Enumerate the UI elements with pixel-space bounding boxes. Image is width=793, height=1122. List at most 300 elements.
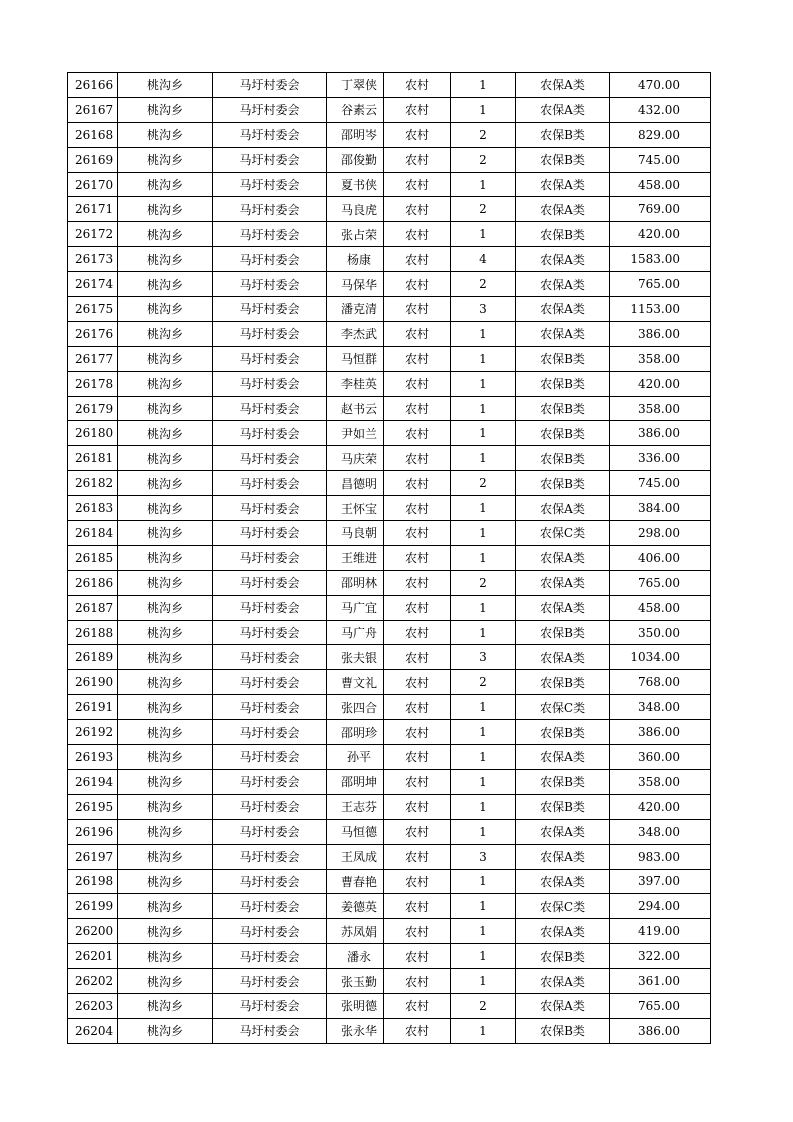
township-cell: 桃沟乡 (118, 1018, 213, 1043)
id-cell: 26196 (68, 819, 118, 844)
count-cell: 1 (451, 695, 516, 720)
area-cell: 农村 (384, 197, 451, 222)
area-cell: 农村 (384, 645, 451, 670)
name-cell: 马良朝 (327, 521, 384, 546)
name-cell: 马庆荣 (327, 446, 384, 471)
name-cell: 邵明珍 (327, 720, 384, 745)
category-cell: 农保A类 (516, 496, 610, 521)
township-cell: 桃沟乡 (118, 346, 213, 371)
amount-cell: 1153.00 (610, 297, 711, 322)
count-cell: 1 (451, 97, 516, 122)
name-cell: 谷素云 (327, 97, 384, 122)
count-cell: 2 (451, 197, 516, 222)
village-cell: 马圩村委会 (213, 919, 327, 944)
table-row (68, 1018, 711, 1043)
table-row (68, 819, 711, 844)
category-cell: 农保B类 (516, 620, 610, 645)
category-cell: 农保A类 (516, 595, 610, 620)
category-cell: 农保A类 (516, 247, 610, 272)
table-row (68, 122, 711, 147)
table-row (68, 197, 711, 222)
township-cell: 桃沟乡 (118, 222, 213, 247)
amount-cell: 765.00 (610, 570, 711, 595)
table-row (68, 670, 711, 695)
township-cell: 桃沟乡 (118, 819, 213, 844)
category-cell: 农保A类 (516, 645, 610, 670)
name-cell: 张占荣 (327, 222, 384, 247)
category-cell: 农保A类 (516, 819, 610, 844)
village-cell: 马圩村委会 (213, 73, 327, 98)
table-row (68, 172, 711, 197)
area-cell: 农村 (384, 844, 451, 869)
township-cell: 桃沟乡 (118, 720, 213, 745)
township-cell: 桃沟乡 (118, 73, 213, 98)
amount-cell: 322.00 (610, 944, 711, 969)
table-row (68, 844, 711, 869)
township-cell: 桃沟乡 (118, 97, 213, 122)
amount-cell: 406.00 (610, 545, 711, 570)
area-cell: 农村 (384, 745, 451, 770)
township-cell: 桃沟乡 (118, 122, 213, 147)
village-cell: 马圩村委会 (213, 247, 327, 272)
name-cell: 昌德明 (327, 471, 384, 496)
table-row (68, 222, 711, 247)
count-cell: 1 (451, 794, 516, 819)
category-cell: 农保B类 (516, 670, 610, 695)
village-cell: 马圩村委会 (213, 272, 327, 297)
village-cell: 马圩村委会 (213, 794, 327, 819)
area-cell: 农村 (384, 521, 451, 546)
village-cell: 马圩村委会 (213, 894, 327, 919)
category-cell: 农保B类 (516, 371, 610, 396)
area-cell: 农村 (384, 944, 451, 969)
name-cell: 赵书云 (327, 396, 384, 421)
village-cell: 马圩村委会 (213, 521, 327, 546)
count-cell: 2 (451, 122, 516, 147)
table-row (68, 993, 711, 1018)
table-row (68, 969, 711, 994)
amount-cell: 1034.00 (610, 645, 711, 670)
count-cell: 1 (451, 73, 516, 98)
area-cell: 农村 (384, 595, 451, 620)
name-cell: 曹春艳 (327, 869, 384, 894)
amount-cell: 358.00 (610, 769, 711, 794)
count-cell: 1 (451, 944, 516, 969)
amount-cell: 1583.00 (610, 247, 711, 272)
township-cell: 桃沟乡 (118, 620, 213, 645)
category-cell: 农保B类 (516, 446, 610, 471)
township-cell: 桃沟乡 (118, 272, 213, 297)
amount-cell: 397.00 (610, 869, 711, 894)
table-row (68, 521, 711, 546)
count-cell: 2 (451, 272, 516, 297)
table-row (68, 496, 711, 521)
id-cell: 26185 (68, 545, 118, 570)
amount-cell: 294.00 (610, 894, 711, 919)
village-cell: 马圩村委会 (213, 421, 327, 446)
category-cell: 农保A类 (516, 869, 610, 894)
village-cell: 马圩村委会 (213, 496, 327, 521)
count-cell: 1 (451, 620, 516, 645)
table-row (68, 272, 711, 297)
category-cell: 农保A类 (516, 272, 610, 297)
id-cell: 26167 (68, 97, 118, 122)
amount-cell: 358.00 (610, 346, 711, 371)
id-cell: 26198 (68, 869, 118, 894)
count-cell: 1 (451, 869, 516, 894)
area-cell: 农村 (384, 396, 451, 421)
count-cell: 1 (451, 396, 516, 421)
area-cell: 农村 (384, 993, 451, 1018)
count-cell: 1 (451, 1018, 516, 1043)
area-cell: 农村 (384, 272, 451, 297)
id-cell: 26200 (68, 919, 118, 944)
id-cell: 26188 (68, 620, 118, 645)
id-cell: 26169 (68, 147, 118, 172)
area-cell: 农村 (384, 570, 451, 595)
name-cell: 邵俊勤 (327, 147, 384, 172)
name-cell: 王怀宝 (327, 496, 384, 521)
amount-cell: 420.00 (610, 222, 711, 247)
amount-cell: 386.00 (610, 1018, 711, 1043)
amount-cell: 348.00 (610, 819, 711, 844)
township-cell: 桃沟乡 (118, 147, 213, 172)
township-cell: 桃沟乡 (118, 969, 213, 994)
area-cell: 农村 (384, 371, 451, 396)
id-cell: 26173 (68, 247, 118, 272)
table-row (68, 396, 711, 421)
name-cell: 潘克清 (327, 297, 384, 322)
category-cell: 农保C类 (516, 695, 610, 720)
township-cell: 桃沟乡 (118, 247, 213, 272)
area-cell: 农村 (384, 496, 451, 521)
id-cell: 26192 (68, 720, 118, 745)
count-cell: 1 (451, 894, 516, 919)
township-cell: 桃沟乡 (118, 545, 213, 570)
township-cell: 桃沟乡 (118, 371, 213, 396)
area-cell: 农村 (384, 321, 451, 346)
village-cell: 马圩村委会 (213, 371, 327, 396)
id-cell: 26170 (68, 172, 118, 197)
id-cell: 26204 (68, 1018, 118, 1043)
village-cell: 马圩村委会 (213, 396, 327, 421)
township-cell: 桃沟乡 (118, 321, 213, 346)
count-cell: 3 (451, 645, 516, 670)
count-cell: 1 (451, 745, 516, 770)
village-cell: 马圩村委会 (213, 745, 327, 770)
count-cell: 1 (451, 496, 516, 521)
amount-cell: 386.00 (610, 321, 711, 346)
id-cell: 26190 (68, 670, 118, 695)
village-cell: 马圩村委会 (213, 446, 327, 471)
township-cell: 桃沟乡 (118, 944, 213, 969)
table-row (68, 570, 711, 595)
roster-body (68, 73, 711, 1044)
table-row (68, 147, 711, 172)
table-row (68, 247, 711, 272)
name-cell: 马广舟 (327, 620, 384, 645)
name-cell: 马广宜 (327, 595, 384, 620)
id-cell: 26202 (68, 969, 118, 994)
id-cell: 26181 (68, 446, 118, 471)
township-cell: 桃沟乡 (118, 396, 213, 421)
village-cell: 马圩村委会 (213, 545, 327, 570)
count-cell: 2 (451, 670, 516, 695)
count-cell: 1 (451, 545, 516, 570)
table-row (68, 944, 711, 969)
table-row (68, 769, 711, 794)
amount-cell: 470.00 (610, 73, 711, 98)
id-cell: 26197 (68, 844, 118, 869)
township-cell: 桃沟乡 (118, 695, 213, 720)
area-cell: 农村 (384, 471, 451, 496)
village-cell: 马圩村委会 (213, 222, 327, 247)
table-row (68, 471, 711, 496)
area-cell: 农村 (384, 172, 451, 197)
name-cell: 尹如兰 (327, 421, 384, 446)
amount-cell: 384.00 (610, 496, 711, 521)
id-cell: 26176 (68, 321, 118, 346)
area-cell: 农村 (384, 147, 451, 172)
id-cell: 26189 (68, 645, 118, 670)
count-cell: 1 (451, 446, 516, 471)
area-cell: 农村 (384, 969, 451, 994)
table-row (68, 794, 711, 819)
count-cell: 1 (451, 371, 516, 396)
name-cell: 马恒德 (327, 819, 384, 844)
village-cell: 马圩村委会 (213, 321, 327, 346)
name-cell: 夏书侠 (327, 172, 384, 197)
name-cell: 马良虎 (327, 197, 384, 222)
id-cell: 26177 (68, 346, 118, 371)
id-cell: 26201 (68, 944, 118, 969)
table-row (68, 645, 711, 670)
township-cell: 桃沟乡 (118, 894, 213, 919)
category-cell: 农保C类 (516, 894, 610, 919)
table-row (68, 545, 711, 570)
count-cell: 2 (451, 570, 516, 595)
village-cell: 马圩村委会 (213, 1018, 327, 1043)
category-cell: 农保A类 (516, 993, 610, 1018)
village-cell: 马圩村委会 (213, 147, 327, 172)
category-cell: 农保C类 (516, 521, 610, 546)
name-cell: 王志芬 (327, 794, 384, 819)
id-cell: 26174 (68, 272, 118, 297)
count-cell: 1 (451, 521, 516, 546)
township-cell: 桃沟乡 (118, 496, 213, 521)
township-cell: 桃沟乡 (118, 745, 213, 770)
table-row (68, 720, 711, 745)
category-cell: 农保A类 (516, 919, 610, 944)
name-cell: 杨康 (327, 247, 384, 272)
village-cell: 马圩村委会 (213, 172, 327, 197)
area-cell: 农村 (384, 720, 451, 745)
table-row (68, 446, 711, 471)
amount-cell: 358.00 (610, 396, 711, 421)
township-cell: 桃沟乡 (118, 446, 213, 471)
name-cell: 苏凤娟 (327, 919, 384, 944)
category-cell: 农保B类 (516, 769, 610, 794)
township-cell: 桃沟乡 (118, 794, 213, 819)
id-cell: 26172 (68, 222, 118, 247)
amount-cell: 458.00 (610, 172, 711, 197)
count-cell: 3 (451, 844, 516, 869)
amount-cell: 298.00 (610, 521, 711, 546)
village-cell: 马圩村委会 (213, 620, 327, 645)
village-cell: 马圩村委会 (213, 297, 327, 322)
id-cell: 26180 (68, 421, 118, 446)
id-cell: 26182 (68, 471, 118, 496)
name-cell: 张明德 (327, 993, 384, 1018)
table-row (68, 371, 711, 396)
id-cell: 26191 (68, 695, 118, 720)
category-cell: 农保B类 (516, 421, 610, 446)
village-cell: 马圩村委会 (213, 844, 327, 869)
area-cell: 农村 (384, 247, 451, 272)
category-cell: 农保B类 (516, 720, 610, 745)
name-cell: 曹文礼 (327, 670, 384, 695)
count-cell: 4 (451, 247, 516, 272)
count-cell: 3 (451, 297, 516, 322)
village-cell: 马圩村委会 (213, 645, 327, 670)
village-cell: 马圩村委会 (213, 97, 327, 122)
village-cell: 马圩村委会 (213, 720, 327, 745)
township-cell: 桃沟乡 (118, 172, 213, 197)
name-cell: 李杰武 (327, 321, 384, 346)
count-cell: 1 (451, 769, 516, 794)
village-cell: 马圩村委会 (213, 819, 327, 844)
category-cell: 农保B类 (516, 122, 610, 147)
count-cell: 1 (451, 321, 516, 346)
area-cell: 农村 (384, 794, 451, 819)
category-cell: 农保A类 (516, 969, 610, 994)
table-row (68, 595, 711, 620)
amount-cell: 361.00 (610, 969, 711, 994)
area-cell: 农村 (384, 695, 451, 720)
village-cell: 马圩村委会 (213, 670, 327, 695)
amount-cell: 386.00 (610, 720, 711, 745)
name-cell: 张夫银 (327, 645, 384, 670)
village-cell: 马圩村委会 (213, 197, 327, 222)
name-cell: 邵明林 (327, 570, 384, 595)
village-cell: 马圩村委会 (213, 944, 327, 969)
id-cell: 26184 (68, 521, 118, 546)
area-cell: 农村 (384, 1018, 451, 1043)
name-cell: 马恒群 (327, 346, 384, 371)
id-cell: 26187 (68, 595, 118, 620)
amount-cell: 769.00 (610, 197, 711, 222)
amount-cell: 983.00 (610, 844, 711, 869)
area-cell: 农村 (384, 346, 451, 371)
table-row (68, 97, 711, 122)
township-cell: 桃沟乡 (118, 919, 213, 944)
amount-cell: 348.00 (610, 695, 711, 720)
table-row (68, 745, 711, 770)
area-cell: 农村 (384, 73, 451, 98)
area-cell: 农村 (384, 670, 451, 695)
township-cell: 桃沟乡 (118, 197, 213, 222)
count-cell: 1 (451, 919, 516, 944)
table-row (68, 695, 711, 720)
name-cell: 马保华 (327, 272, 384, 297)
area-cell: 农村 (384, 769, 451, 794)
category-cell: 农保A类 (516, 545, 610, 570)
area-cell: 农村 (384, 545, 451, 570)
category-cell: 农保B类 (516, 147, 610, 172)
village-cell: 马圩村委会 (213, 595, 327, 620)
name-cell: 王凤成 (327, 844, 384, 869)
name-cell: 李桂英 (327, 371, 384, 396)
id-cell: 26179 (68, 396, 118, 421)
name-cell: 姜德英 (327, 894, 384, 919)
count-cell: 1 (451, 969, 516, 994)
table-row (68, 869, 711, 894)
count-cell: 1 (451, 819, 516, 844)
category-cell: 农保A类 (516, 197, 610, 222)
table-row (68, 297, 711, 322)
category-cell: 农保B类 (516, 944, 610, 969)
name-cell: 孙平 (327, 745, 384, 770)
id-cell: 26175 (68, 297, 118, 322)
count-cell: 1 (451, 172, 516, 197)
table-row (68, 321, 711, 346)
township-cell: 桃沟乡 (118, 570, 213, 595)
township-cell: 桃沟乡 (118, 769, 213, 794)
township-cell: 桃沟乡 (118, 421, 213, 446)
township-cell: 桃沟乡 (118, 670, 213, 695)
village-cell: 马圩村委会 (213, 969, 327, 994)
table-row (68, 73, 711, 98)
village-cell: 马圩村委会 (213, 695, 327, 720)
category-cell: 农保A类 (516, 570, 610, 595)
name-cell: 张四合 (327, 695, 384, 720)
roster-table (67, 72, 711, 1044)
category-cell: 农保B类 (516, 396, 610, 421)
name-cell: 张永华 (327, 1018, 384, 1043)
count-cell: 1 (451, 720, 516, 745)
id-cell: 26195 (68, 794, 118, 819)
amount-cell: 350.00 (610, 620, 711, 645)
name-cell: 张玉勤 (327, 969, 384, 994)
category-cell: 农保A类 (516, 844, 610, 869)
area-cell: 农村 (384, 297, 451, 322)
township-cell: 桃沟乡 (118, 471, 213, 496)
id-cell: 26178 (68, 371, 118, 396)
area-cell: 农村 (384, 421, 451, 446)
table-row (68, 894, 711, 919)
village-cell: 马圩村委会 (213, 570, 327, 595)
count-cell: 1 (451, 595, 516, 620)
table-row (68, 421, 711, 446)
township-cell: 桃沟乡 (118, 595, 213, 620)
amount-cell: 419.00 (610, 919, 711, 944)
category-cell: 农保A类 (516, 97, 610, 122)
area-cell: 农村 (384, 894, 451, 919)
table-row (68, 919, 711, 944)
table-row (68, 620, 711, 645)
amount-cell: 745.00 (610, 147, 711, 172)
id-cell: 26183 (68, 496, 118, 521)
area-cell: 农村 (384, 446, 451, 471)
category-cell: 农保B类 (516, 222, 610, 247)
category-cell: 农保A类 (516, 297, 610, 322)
category-cell: 农保B类 (516, 471, 610, 496)
township-cell: 桃沟乡 (118, 521, 213, 546)
area-cell: 农村 (384, 919, 451, 944)
count-cell: 1 (451, 222, 516, 247)
name-cell: 丁翠侠 (327, 73, 384, 98)
area-cell: 农村 (384, 97, 451, 122)
